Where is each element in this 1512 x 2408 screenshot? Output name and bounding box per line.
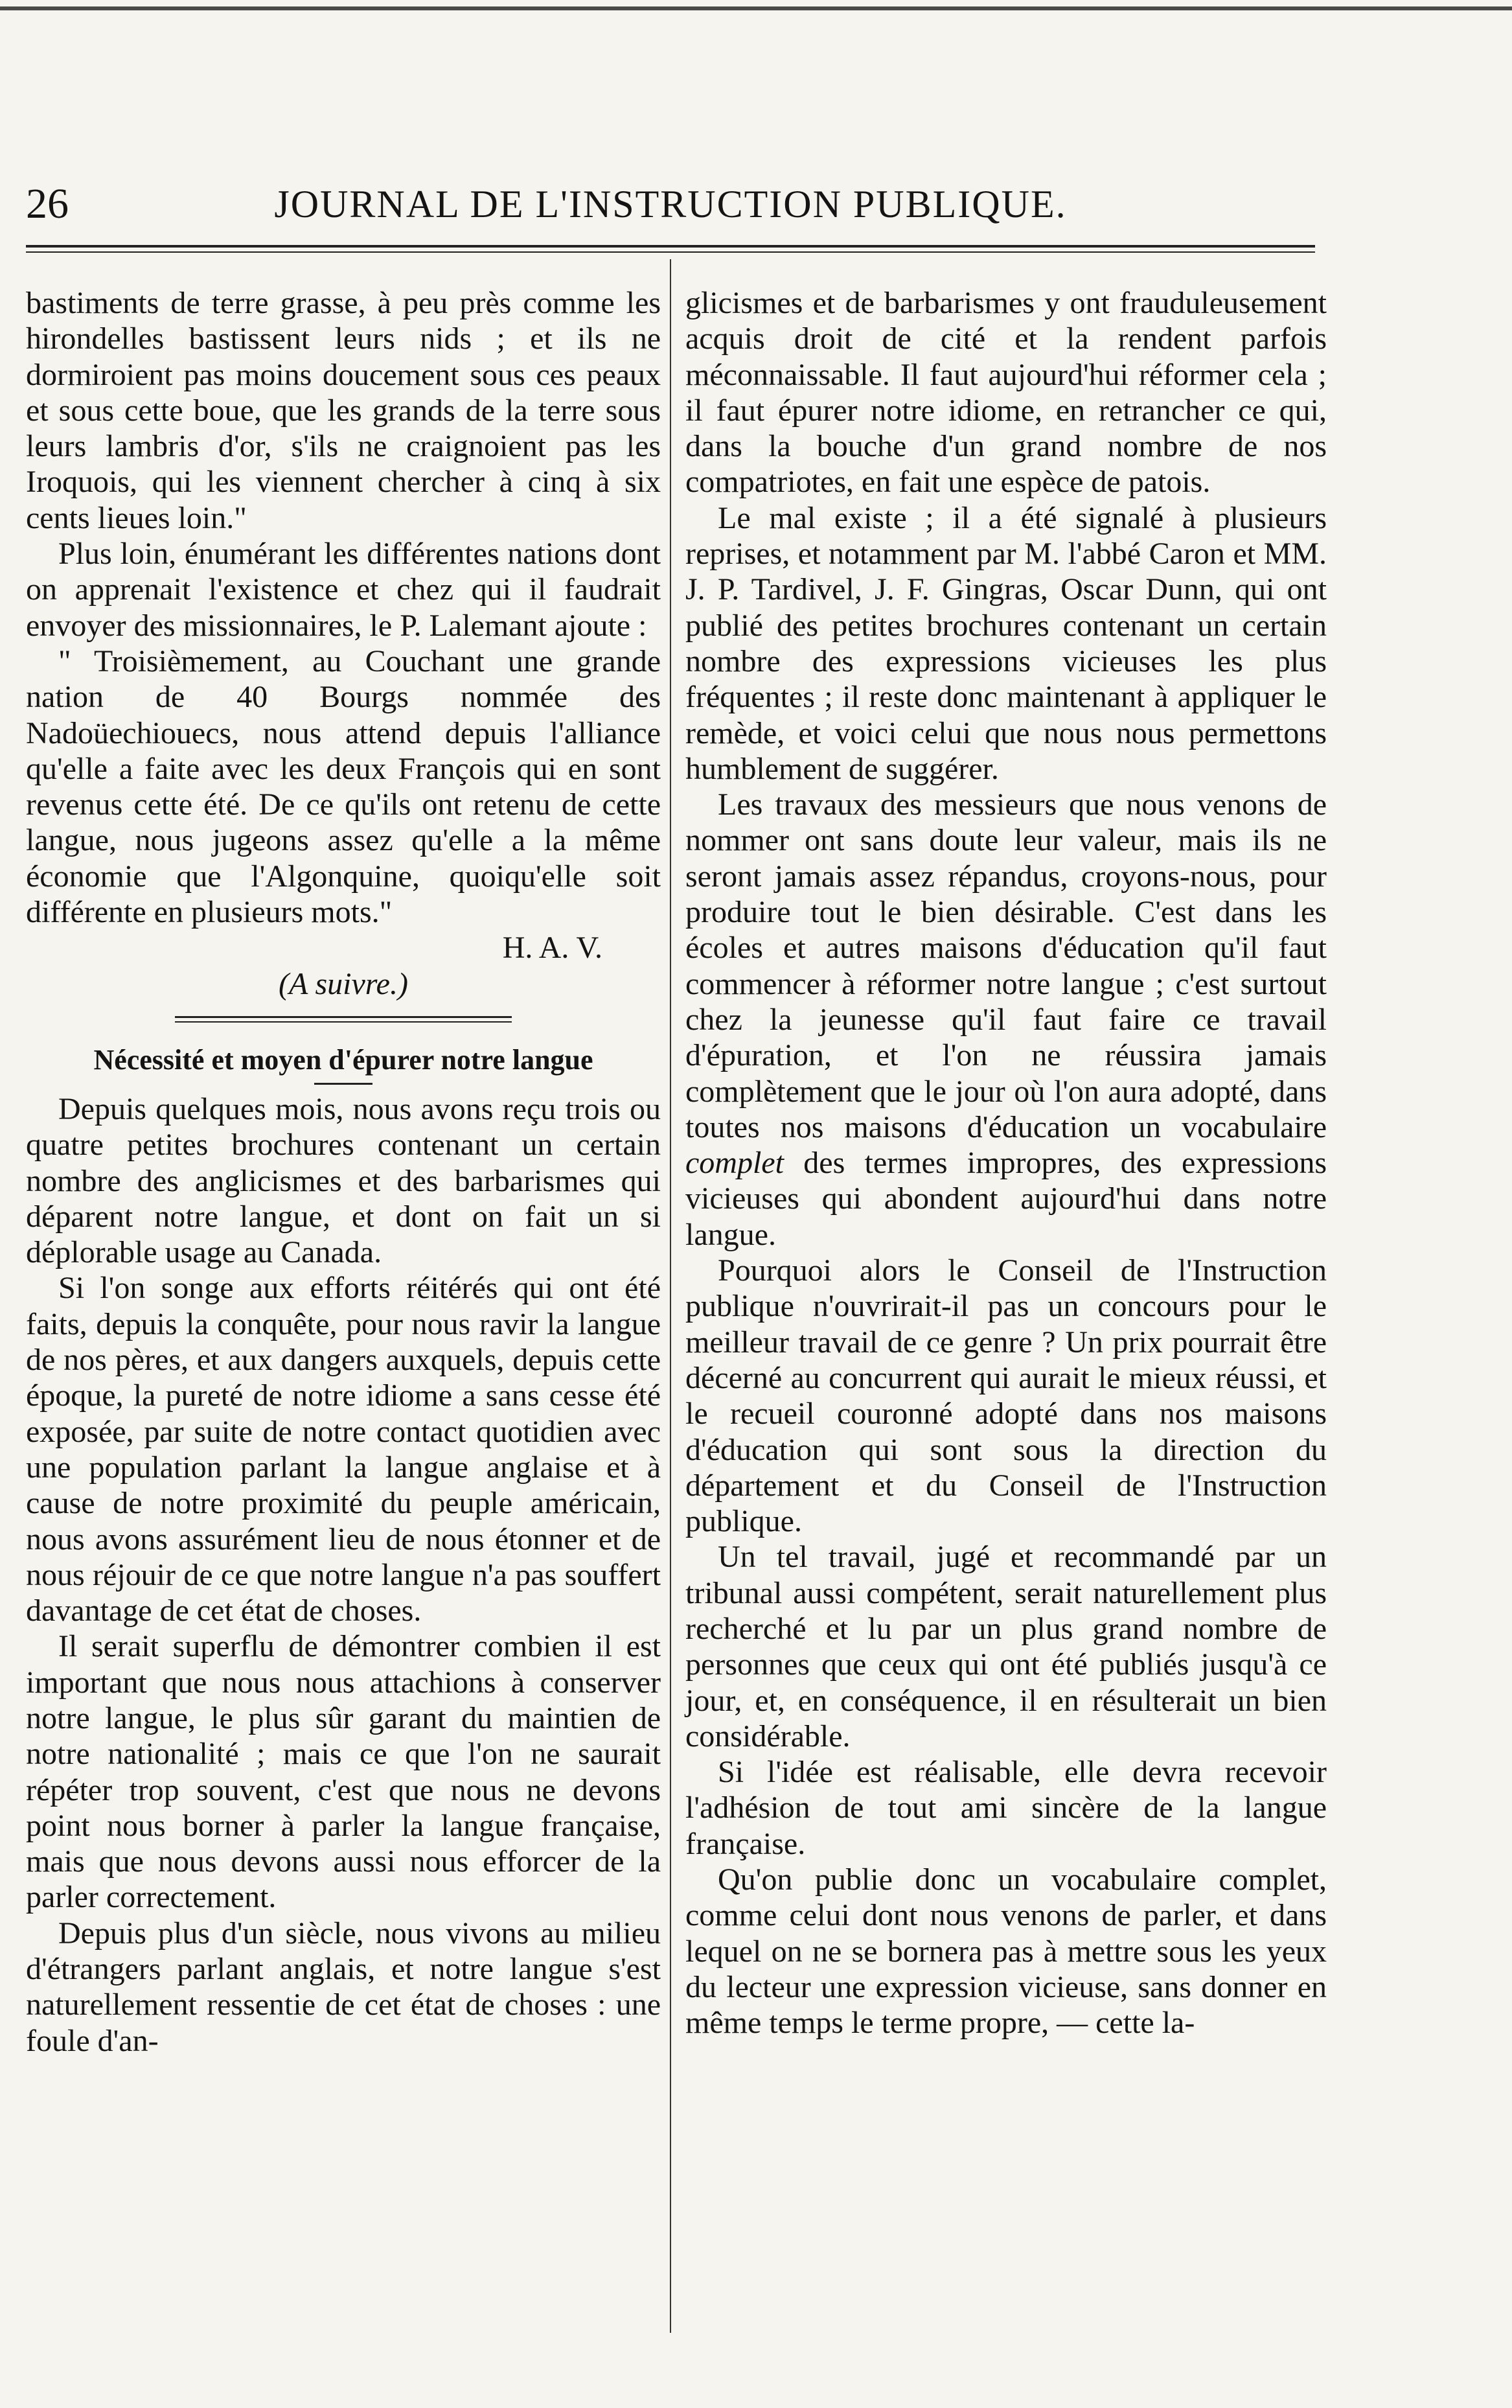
paragraph: Un tel travail, jugé et recommandé par un tribunal aussi compétent, serait naturellement plus recherché et lu par un plus grand nombre de personnes que ceux qui ont été publiés jusqu'à ce jour, et, en conséquence, il en résulterait un bien considérable. xyxy=(685,1540,1327,1754)
title-separator xyxy=(314,1083,372,1085)
page-header xyxy=(26,175,1315,233)
top-edge-rule xyxy=(0,6,1512,10)
header-rule xyxy=(26,245,1315,253)
paragraph-text: des termes impropres, des expressions vicieuses qui abondent aujourd'hui dans notre langue. xyxy=(685,1146,1327,1252)
italic-word: complet xyxy=(685,1146,784,1181)
paragraph: bastiments de terre grasse, à peu près comme les hirondelles bastissent leurs nids ; et ils ne dormiroient pas moins doucement sous ces peaux et sous cette boue, que les grands de la terre sous leurs lambris d'or, s'ils ne craignoient pas les Iroquois, qui les viennent chercher à cinq à six cents lieues loin." xyxy=(26,286,661,535)
article-separator xyxy=(175,1016,512,1023)
quotation-paragraph: " Troisièmement, au Couchant une grande nation de 40 Bourgs nommée des Nadoüechiouecs, nous attend depuis l'alliance qu'elle a faite avec les deux François qui en sont revenus cette été. De ce qu'ils ont retenu de cette langue, nous jugeons assez qu'elle a la même économie que l'Algonquine, quoiqu'elle soit différente en plusieurs mots." xyxy=(26,643,661,930)
left-column xyxy=(26,285,661,2059)
column-divider xyxy=(670,259,671,2333)
paragraph: Si l'on songe aux efforts réitérés qui ont été faits, depuis la conquête, pour nous ravir la langue de nos pères, et aux dangers auxquels, depuis cette époque, la pureté de notre idiome a sans cesse été exposée, par suite de notre contact quotidien avec une population parlant la langue anglaise et à cause de notre proximité du peuple américain, nous avons assurément lieu de nous étonner et de nous réjouir de ce que notre langue n'a pas souffert davantage de cet état de choses. xyxy=(26,1271,661,1628)
paragraph: Le mal existe ; il a été signalé à plusieurs reprises, et notamment par M. l'abbé Caron et MM. J. P. Tardivel, J. F. Gingras, Oscar Dunn, qui ont publié des petites brochures contenant un certain nombre des expressions vicieuses les plus fréquentes ; il reste donc maintenant à appliquer le remède, et voici celui que nous nous permettons humblement de suggérer. xyxy=(685,500,1327,786)
article-title: Nécessité et moyen d'épurer notre langue xyxy=(93,1043,593,1076)
page-number: 26 xyxy=(26,180,69,227)
right-column xyxy=(685,285,1327,2041)
to-be-continued-note: (A suivre.) xyxy=(279,966,408,1001)
paragraph-text: Les travaux des messieurs que nous venons de nommer ont sans doute leur valeur, mais ils ne seront jamais assez répandus, croyons-nous, pour produire tout le bien désirable. C'est dans les écoles et autres maisons d'éducation qu'il faut commencer à réformer notre langue ; c'est surtout chez la jeunesse qu'il faut faire ce travail d'épuration, et l'on ne réussira jamais complètement que le jour où l'on aura adopté, dans toutes nos maisons d'éducation un vocabulaire xyxy=(685,787,1327,1144)
journal-title: JOURNAL DE L'INSTRUCTION PUBLIQUE. xyxy=(274,183,1067,226)
paragraph: Plus loin, énumérant les différentes nations dont on apprenait l'existence et chez qui il faudrait envoyer des missionnaires, le P. Lalemant ajoute : xyxy=(26,537,661,643)
paragraph xyxy=(685,787,1327,1253)
paragraph: Il serait superflu de démontrer combien il est important que nous nous attachions à conserver notre langue, le plus sûr garant du maintien de notre nationalité ; mais ce que l'on ne saurait répéter trop souvent, c'est que nous ne devons point nous borner à parler la langue française, mais que nous devons aussi nous efforcer de la parler correctement. xyxy=(26,1629,661,1915)
paragraph: Depuis quelques mois, nous avons reçu trois ou quatre petites brochures contenant un certain nombre des anglicismes et des barbarismes qui déparent notre langue, et dont on fait un si déplorable usage au Canada. xyxy=(26,1091,661,1270)
paragraph: glicismes et de barbarismes y ont frauduleusement acquis droit de cité et la rendent parfois méconnaissable. Il faut aujourd'hui réformer cela ; il faut épurer notre idiome, en retrancher ce qui, dans la bouche d'un grand nombre de nos compatriotes, en fait une espèce de patois. xyxy=(685,286,1327,500)
paragraph: Si l'idée est réalisable, elle devra recevoir l'adhésion de tout ami sincère de la langue française. xyxy=(685,1755,1327,1861)
paragraph: Pourquoi alors le Conseil de l'Instruction publique n'ouvrirait-il pas un concours pour le meilleur travail de ce genre ? Un prix pourrait être décerné au concurrent qui aurait le mieux réussi, et le recueil couronné adopté dans nos maisons d'éducation qui sont sous la direction du département et du Conseil de l'Instruction publique. xyxy=(685,1253,1327,1539)
paragraph: Depuis plus d'un siècle, nous vivons au milieu d'étrangers parlant anglais, et notre langue s'est naturellement ressentie de cet état de choses : une foule d'an- xyxy=(26,1916,661,2058)
author-signature: H. A. V. xyxy=(502,931,602,966)
paragraph: Qu'on publie donc un vocabulaire complet, comme celui dont nous venons de parler, et dans lequel on ne se bornera pas à mettre sous les yeux du lecteur une expression vicieuse, sans donner en même temps le terme propre, — cette la- xyxy=(685,1862,1327,2041)
